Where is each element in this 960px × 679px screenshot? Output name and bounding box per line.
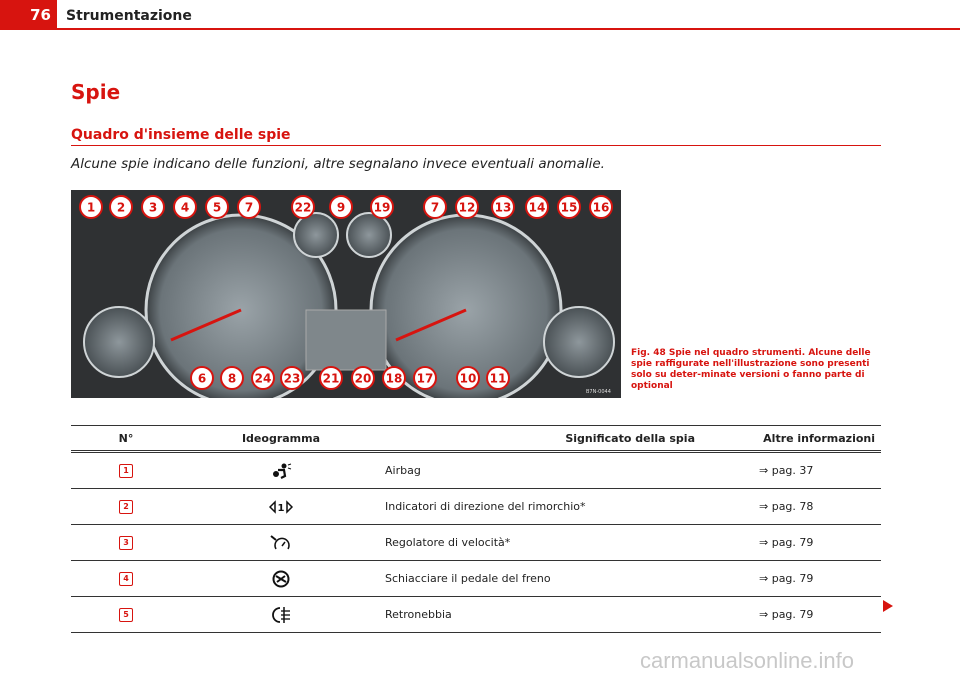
next-page-arrow-icon[interactable] — [883, 600, 893, 612]
row-number-badge: 1 — [119, 464, 133, 478]
figure-caption: Fig. 48 Spie nel quadro strumenti. Alcune delle spie raffigurate nell'illustrazione sono presenti solo su deter-minate versioni o fanno parte di optional — [631, 348, 871, 391]
row-number-badge: 5 — [119, 608, 133, 622]
callout-label: 4 — [180, 200, 190, 215]
page-number: 76 — [30, 6, 51, 24]
callout-label: 24 — [254, 371, 272, 386]
table-row — [71, 489, 881, 525]
row-info-link[interactable]: ⇒ pag. 37 — [755, 452, 881, 489]
table-row — [71, 561, 881, 597]
callout-label: 17 — [416, 371, 434, 386]
row-info-link[interactable]: ⇒ pag. 79 — [755, 597, 881, 633]
section-subtitle: Quadro d'insieme delle spie — [71, 127, 291, 143]
table-row — [71, 452, 881, 489]
instrument-cluster-figure — [71, 190, 621, 398]
row-meaning: Airbag — [381, 452, 755, 489]
callout-label: 21 — [322, 371, 340, 386]
svg-text:1: 1 — [277, 502, 285, 514]
callout-label: 7 — [244, 200, 254, 215]
section-title: Strumentazione — [66, 8, 192, 24]
callout-label: 19 — [373, 200, 391, 215]
callout-label: 5 — [212, 200, 222, 215]
callout-label: 10 — [459, 371, 477, 386]
row-info-link[interactable]: ⇒ pag. 78 — [755, 489, 881, 525]
callout-label: 14 — [528, 200, 546, 215]
callout-label: 18 — [385, 371, 403, 386]
header-meaning: Significato della spia — [381, 426, 755, 452]
header-info: Altre informazioni — [755, 426, 881, 452]
cruise-control-icon — [269, 534, 293, 552]
row-number-badge: 4 — [119, 572, 133, 586]
fuel-gauge — [544, 307, 614, 377]
callout-label: 20 — [354, 371, 372, 386]
callout-label: 8 — [227, 371, 237, 386]
brake-pedal-icon — [269, 570, 293, 588]
header-ideogram: Ideogramma — [181, 426, 381, 452]
airbag-icon — [269, 462, 293, 480]
callout-label: 16 — [592, 200, 610, 215]
header-number: N° — [71, 426, 181, 452]
callout-label: 7 — [430, 200, 440, 215]
row-info-link[interactable]: ⇒ pag. 79 — [755, 525, 881, 561]
page-number-badge — [0, 0, 57, 28]
callout-label: 15 — [560, 200, 578, 215]
header-divider — [0, 28, 960, 30]
intro-text: Alcune spie indicano delle funzioni, altre segnalano invece eventuali anomalie. — [71, 156, 605, 172]
callout-label: 22 — [294, 200, 312, 215]
row-number-badge: 3 — [119, 536, 133, 550]
figure-code: B7N-0044 — [586, 389, 611, 395]
warning-lights-table — [71, 425, 881, 633]
center-gauge-left — [294, 213, 338, 257]
watermark: carmanualsonline.info — [640, 648, 855, 673]
page-title: Spie — [71, 80, 121, 104]
callout-label: 23 — [283, 371, 301, 386]
subtitle-divider — [71, 145, 881, 146]
row-info-link[interactable]: ⇒ pag. 79 — [755, 561, 881, 597]
row-number-badge: 2 — [119, 500, 133, 514]
callout-label: 11 — [489, 371, 507, 386]
row-meaning: Schiacciare il pedale del freno — [381, 561, 755, 597]
callout-label: 6 — [197, 371, 207, 386]
center-gauge-right — [347, 213, 391, 257]
callout-label: 9 — [336, 200, 346, 215]
center-display — [306, 310, 386, 370]
row-meaning: Indicatori di direzione del rimorchio* — [381, 489, 755, 525]
rear-fog-light-icon — [269, 606, 293, 624]
row-meaning: Regolatore di velocità* — [381, 525, 755, 561]
callout-label: 1 — [86, 200, 96, 215]
temp-gauge — [84, 307, 154, 377]
callout-label: 12 — [458, 200, 476, 215]
table-header-row — [71, 426, 881, 452]
row-meaning: Retronebbia — [381, 597, 755, 633]
callout-label: 13 — [494, 200, 512, 215]
callout-label: 2 — [116, 200, 126, 215]
table-row — [71, 597, 881, 633]
trailer-turn-signal-icon — [269, 498, 293, 516]
table-row — [71, 525, 881, 561]
callout-label: 3 — [148, 200, 158, 215]
